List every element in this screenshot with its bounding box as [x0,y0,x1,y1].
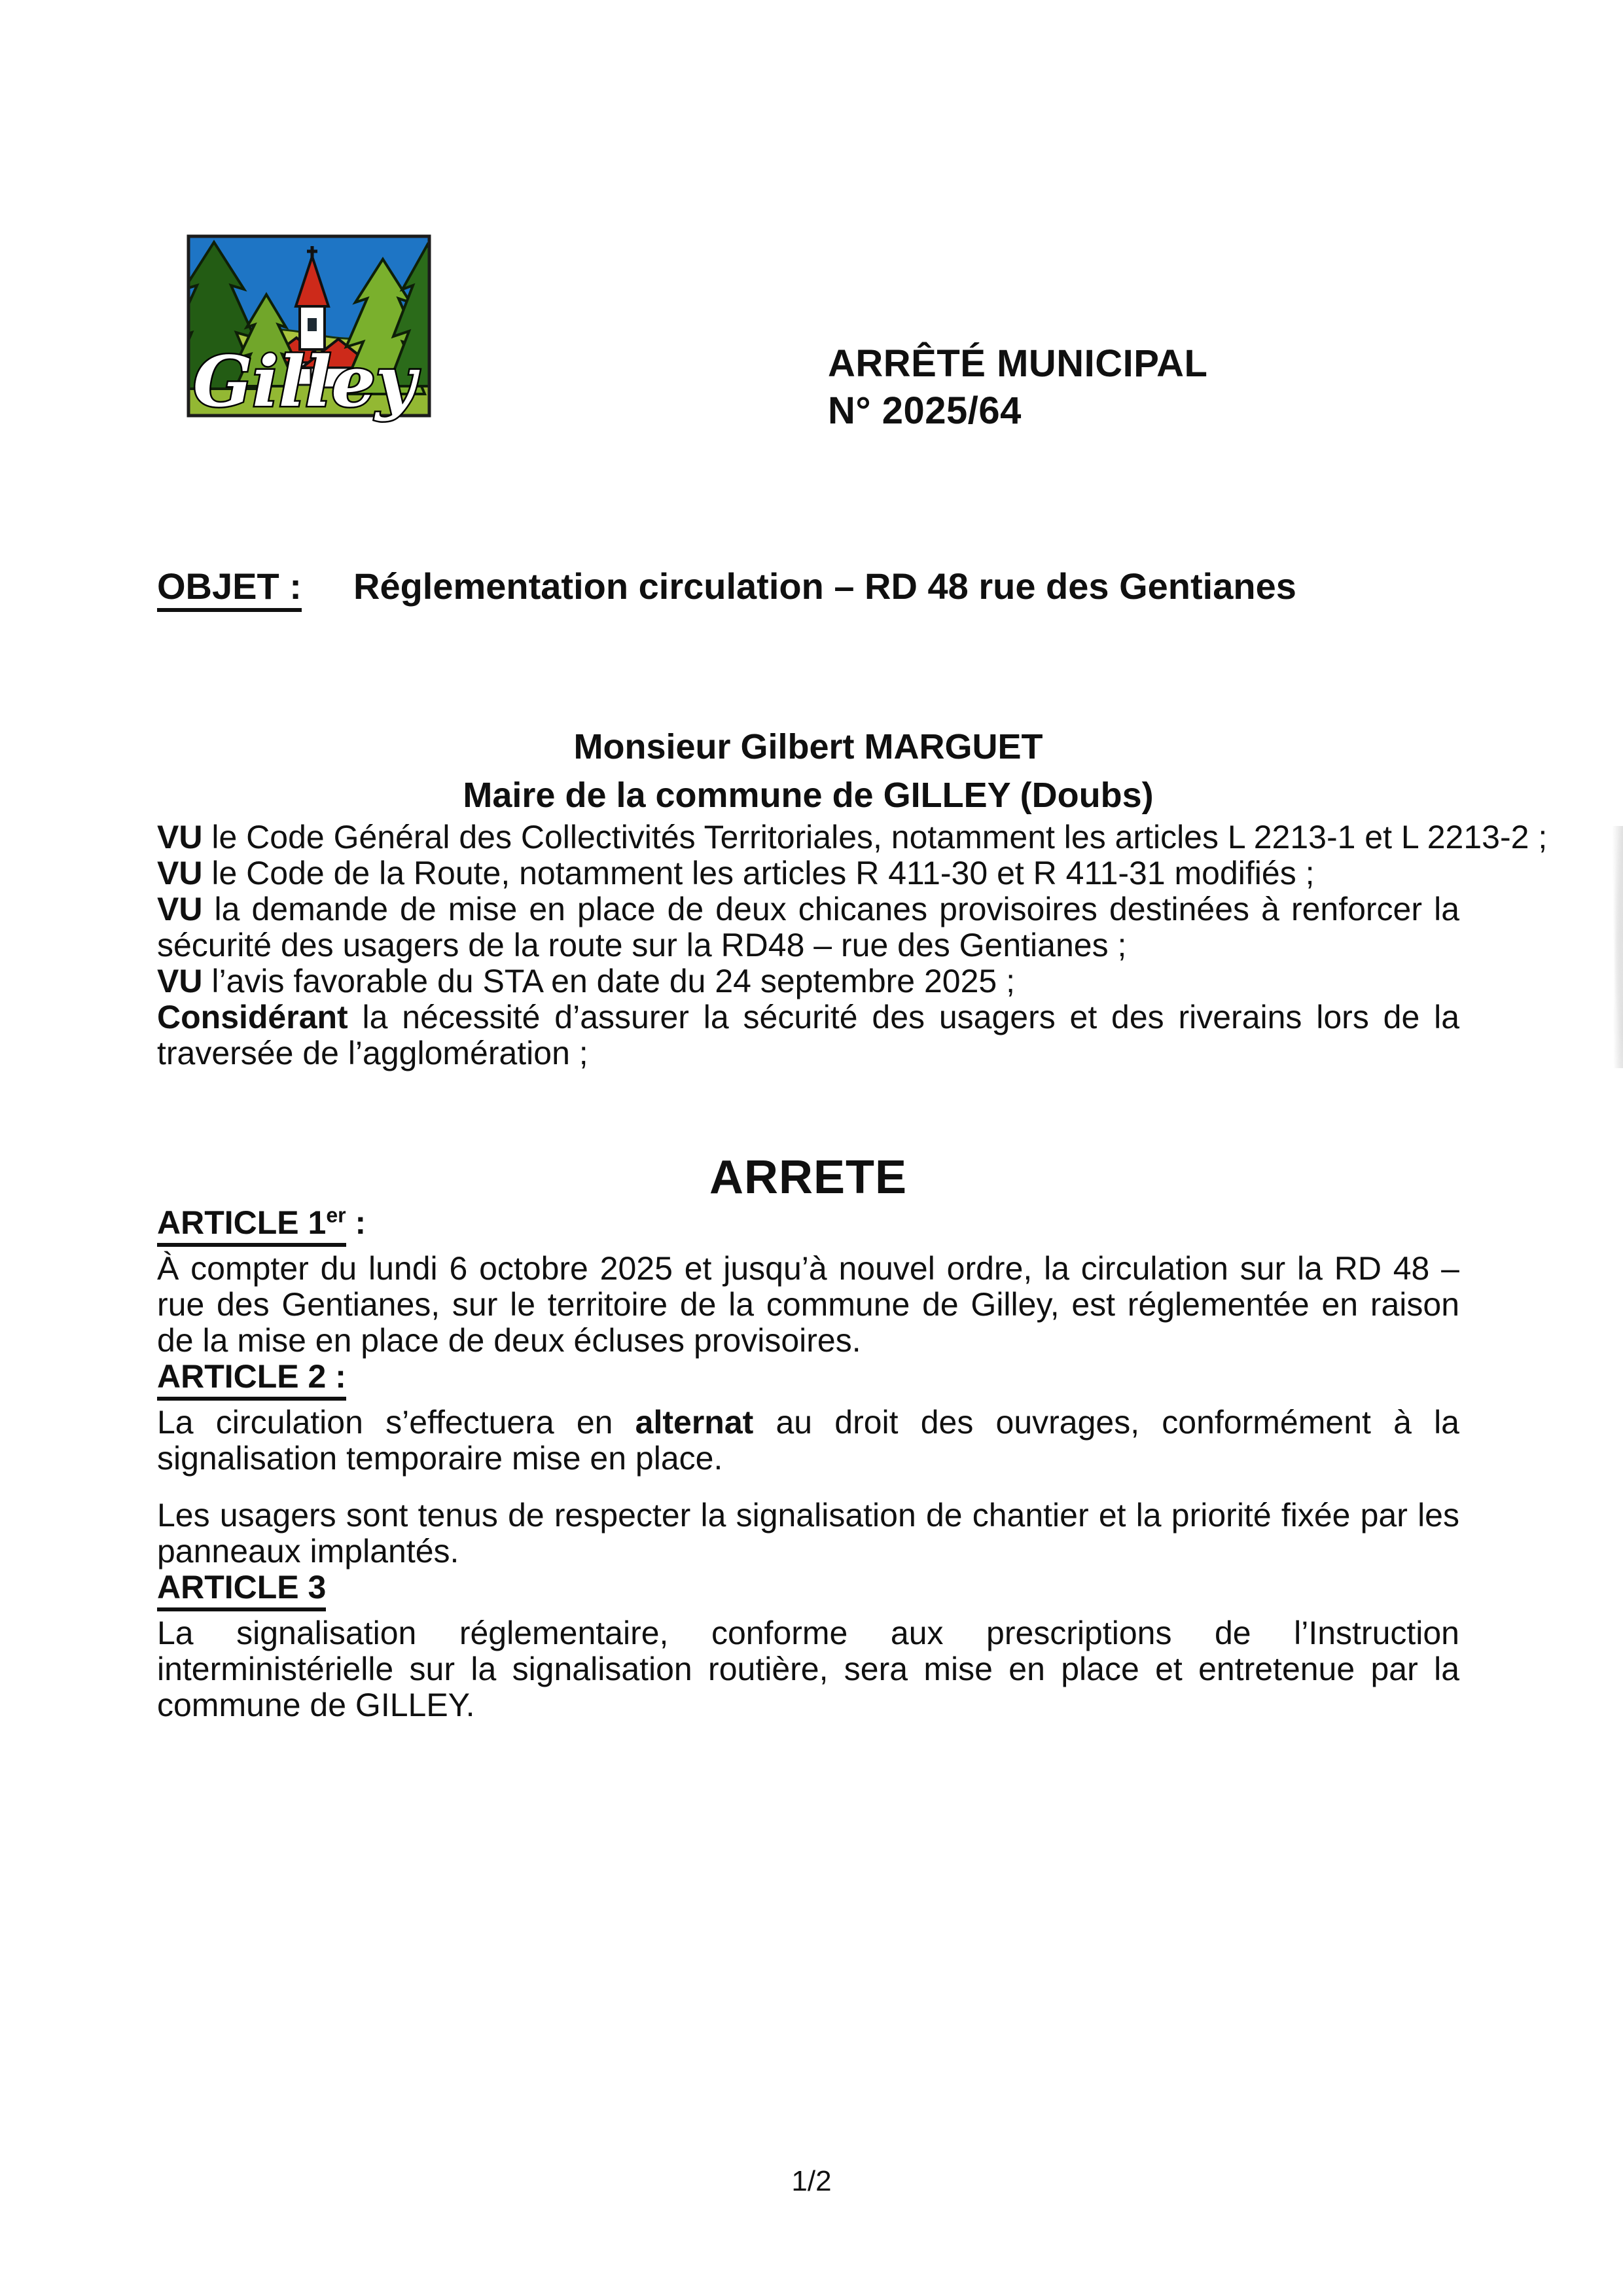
subject-label-wrap [157,565,353,607]
subject-text: Réglementation circulation – RD 48 rue des Gentianes [353,565,1296,607]
article-3-heading [157,1570,1459,1611]
page-number: 1/2 [791,2165,832,2197]
gilley-commune-logo [187,234,433,439]
issuer-role: Maire de la commune de GILLEY (Doubs) [463,776,1154,815]
document-header [157,0,1459,457]
subject-label: OBJET : [157,565,302,612]
logo-commune-name: Gilley [193,340,416,422]
recital-lead: VU [157,855,203,891]
article-2-label: ARTICLE 2 : [157,1359,346,1401]
recital-text: la nécessité d’assurer la sécurité des usagers et des riverains lors de la traversée de l’agglomération ; [157,999,1459,1071]
recital-text: le Code Général des Collectivités Territoriales, notamment les articles L 2213-1 et L 2213-2 ; [202,819,1548,855]
decree-title: ARRÊTÉ MUNICIPAL [828,342,1208,385]
recital-vu-1 [157,819,1548,855]
article-2-text-pre: La circulation s’effectuera en [157,1404,635,1441]
decree-number: N° 2025/64 [828,389,1022,432]
recital-text: la demande de mise en place de deux chicanes provisoires destinées à renforcer la sécurité des usagers de la route sur la RD48 – rue des Gentianes ; [157,891,1459,963]
recital-lead: Considérant [157,999,348,1035]
recital-considerant [157,999,1459,1071]
recital-vu-4 [157,963,1459,999]
scan-smudge-artifact [1611,826,1623,1068]
logo-tower-window [308,318,317,331]
article-1-heading-underlined [157,1205,346,1247]
article-1-heading [157,1205,1459,1247]
issuer-block [157,723,1459,819]
article-2-text-post: au droit des ouvrages, conformément à la signalisation temporaire mise en place. [157,1404,1459,1477]
article-2-text-emphasis: alternat [635,1404,754,1441]
recital-text: le Code de la Route, notamment les articles R 411-30 et R 411-31 modifiés ; [202,855,1315,891]
article-3-body: La signalisation réglementaire, conforme aux prescriptions de l’Instruction interministérielle sur la signalisation routière, sera mise en place et entretenue par la commune de GILLEY. [157,1615,1459,1723]
decree-title-block [828,340,1207,435]
article-2-heading [157,1359,1459,1401]
article-1-label: ARTICLE 1 [157,1204,327,1241]
recital-lead: VU [157,891,203,927]
article-1-body: À compter du lundi 6 octobre 2025 et jusqu’à nouvel ordre, la circulation sur la RD 48 – rue des Gentianes, sur le territoire de la commune de Gilley, est réglementée en raison de la mise en place de deux écluses provisoires. [157,1250,1459,1359]
article-1-ordinal: er [326,1203,346,1227]
recital-vu-3 [157,891,1459,963]
article-1-colon: : [346,1204,366,1241]
recital-text: l’avis favorable du STA en date du 24 septembre 2025 ; [202,963,1015,999]
subject-line [157,565,1459,607]
article-3-label: ARTICLE 3 [157,1570,326,1611]
recital-lead: VU [157,819,203,855]
decree-heading: ARRETE [709,1151,907,1204]
recital-vu-2 [157,855,1459,891]
recital-lead: VU [157,963,203,999]
issuer-name: Monsieur Gilbert MARGUET [573,727,1043,766]
article-2-paragraph-2: Les usagers sont tenus de respecter la signalisation de chantier et la priorité fixée par les panneaux implantés. [157,1497,1459,1570]
article-2-paragraph-1 [157,1405,1459,1477]
